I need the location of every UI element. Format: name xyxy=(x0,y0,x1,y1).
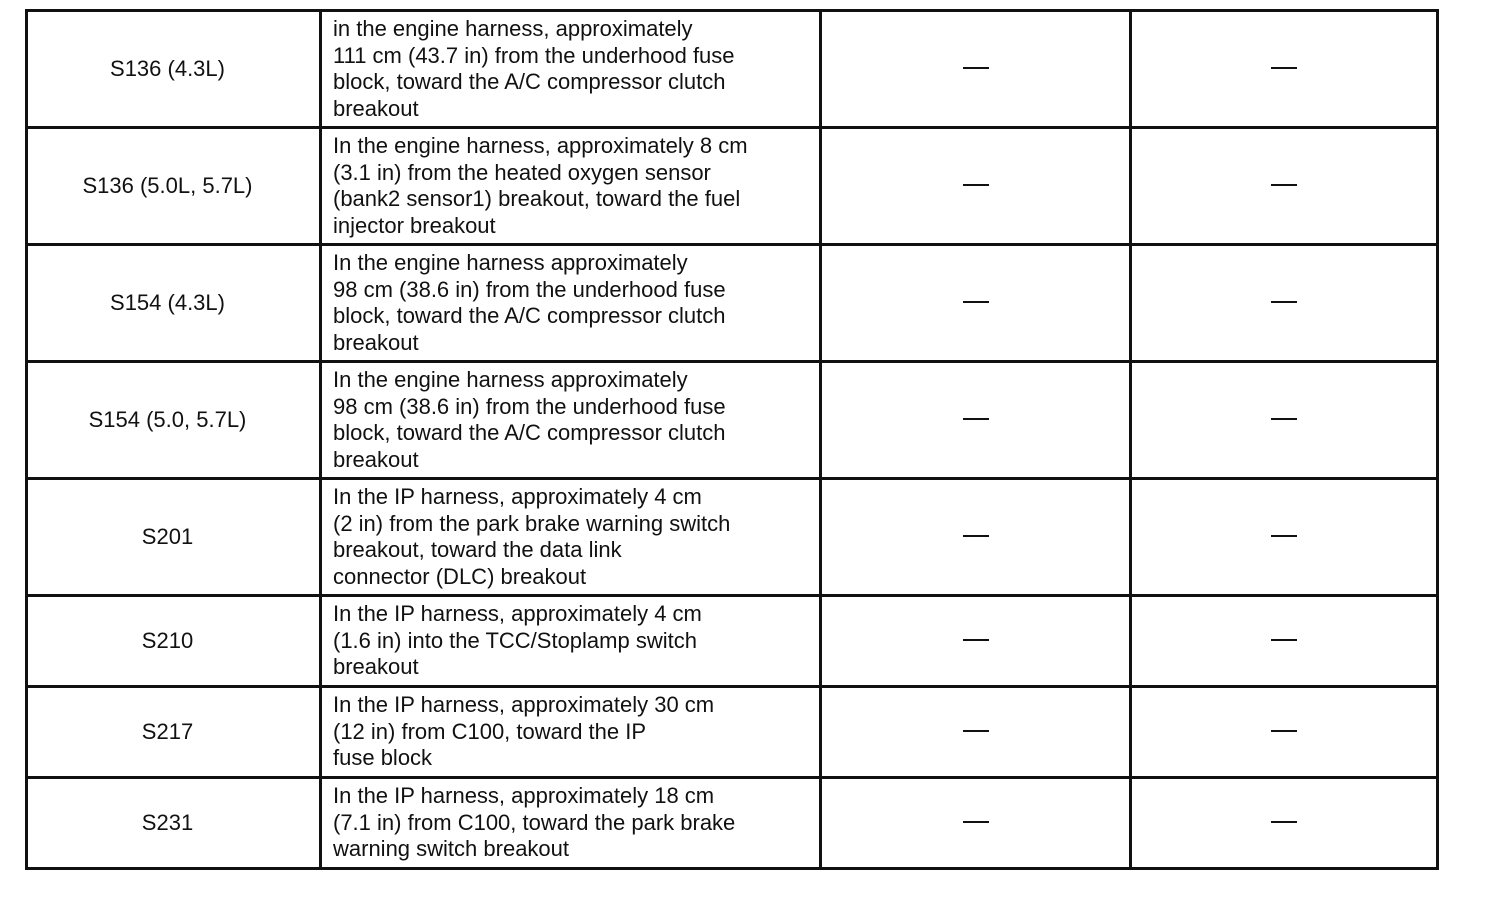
splice-location-table xyxy=(25,9,1439,870)
dash-mark xyxy=(963,67,989,69)
dash-mark xyxy=(963,639,989,641)
empty-cell-dash xyxy=(821,596,1131,687)
empty-cell-dash xyxy=(821,11,1131,128)
splice-id: S217 xyxy=(27,687,321,778)
empty-cell-dash xyxy=(821,479,1131,596)
empty-cell-dash xyxy=(821,362,1131,479)
splice-location: In the engine harness approximately 98 cm (38.6 in) from the underhood fuse block, toward the A/C compressor clutch breakout xyxy=(321,362,821,479)
table-row xyxy=(27,596,1438,687)
table-row xyxy=(27,11,1438,128)
table-row xyxy=(27,362,1438,479)
splice-location: In the engine harness, approximately 8 cm (3.1 in) from the heated oxygen sensor (bank2 sensor1) breakout, toward the fuel injector breakout xyxy=(321,128,821,245)
empty-cell-dash xyxy=(821,128,1131,245)
table-row xyxy=(27,687,1438,778)
splice-location: In the IP harness, approximately 18 cm (7.1 in) from C100, toward the park brake warning switch breakout xyxy=(321,778,821,869)
empty-cell-dash xyxy=(1131,479,1438,596)
table-row xyxy=(27,778,1438,869)
table-row xyxy=(27,245,1438,362)
empty-cell-dash xyxy=(821,778,1131,869)
splice-id: S154 (5.0, 5.7L) xyxy=(27,362,321,479)
dash-mark xyxy=(1271,821,1297,823)
dash-mark xyxy=(1271,67,1297,69)
table-row xyxy=(27,479,1438,596)
splice-location: In the IP harness, approximately 4 cm (2 in) from the park brake warning switch breakout, toward the data link connector (DLC) breakout xyxy=(321,479,821,596)
dash-mark xyxy=(963,730,989,732)
splice-id: S210 xyxy=(27,596,321,687)
dash-mark xyxy=(1271,301,1297,303)
splice-id: S231 xyxy=(27,778,321,869)
empty-cell-dash xyxy=(821,687,1131,778)
splice-id: S136 (5.0L, 5.7L) xyxy=(27,128,321,245)
dash-mark xyxy=(1271,730,1297,732)
splice-id: S154 (4.3L) xyxy=(27,245,321,362)
splice-id: S201 xyxy=(27,479,321,596)
dash-mark xyxy=(1271,535,1297,537)
dash-mark xyxy=(1271,639,1297,641)
empty-cell-dash xyxy=(1131,596,1438,687)
splice-location: in the engine harness, approximately 111 cm (43.7 in) from the underhood fuse block, toward the A/C compressor clutch breakout xyxy=(321,11,821,128)
splice-location: In the engine harness approximately 98 cm (38.6 in) from the underhood fuse block, toward the A/C compressor clutch breakout xyxy=(321,245,821,362)
dash-mark xyxy=(1271,418,1297,420)
splice-location: In the IP harness, approximately 4 cm (1.6 in) into the TCC/Stoplamp switch breakout xyxy=(321,596,821,687)
dash-mark xyxy=(963,821,989,823)
dash-mark xyxy=(1271,184,1297,186)
splice-id: S136 (4.3L) xyxy=(27,11,321,128)
table-row xyxy=(27,128,1438,245)
dash-mark xyxy=(963,418,989,420)
dash-mark xyxy=(963,184,989,186)
splice-location: In the IP harness, approximately 30 cm (12 in) from C100, toward the IP fuse block xyxy=(321,687,821,778)
dash-mark xyxy=(963,535,989,537)
empty-cell-dash xyxy=(1131,11,1438,128)
dash-mark xyxy=(963,301,989,303)
empty-cell-dash xyxy=(1131,687,1438,778)
empty-cell-dash xyxy=(821,245,1131,362)
empty-cell-dash xyxy=(1131,362,1438,479)
empty-cell-dash xyxy=(1131,245,1438,362)
empty-cell-dash xyxy=(1131,128,1438,245)
empty-cell-dash xyxy=(1131,778,1438,869)
